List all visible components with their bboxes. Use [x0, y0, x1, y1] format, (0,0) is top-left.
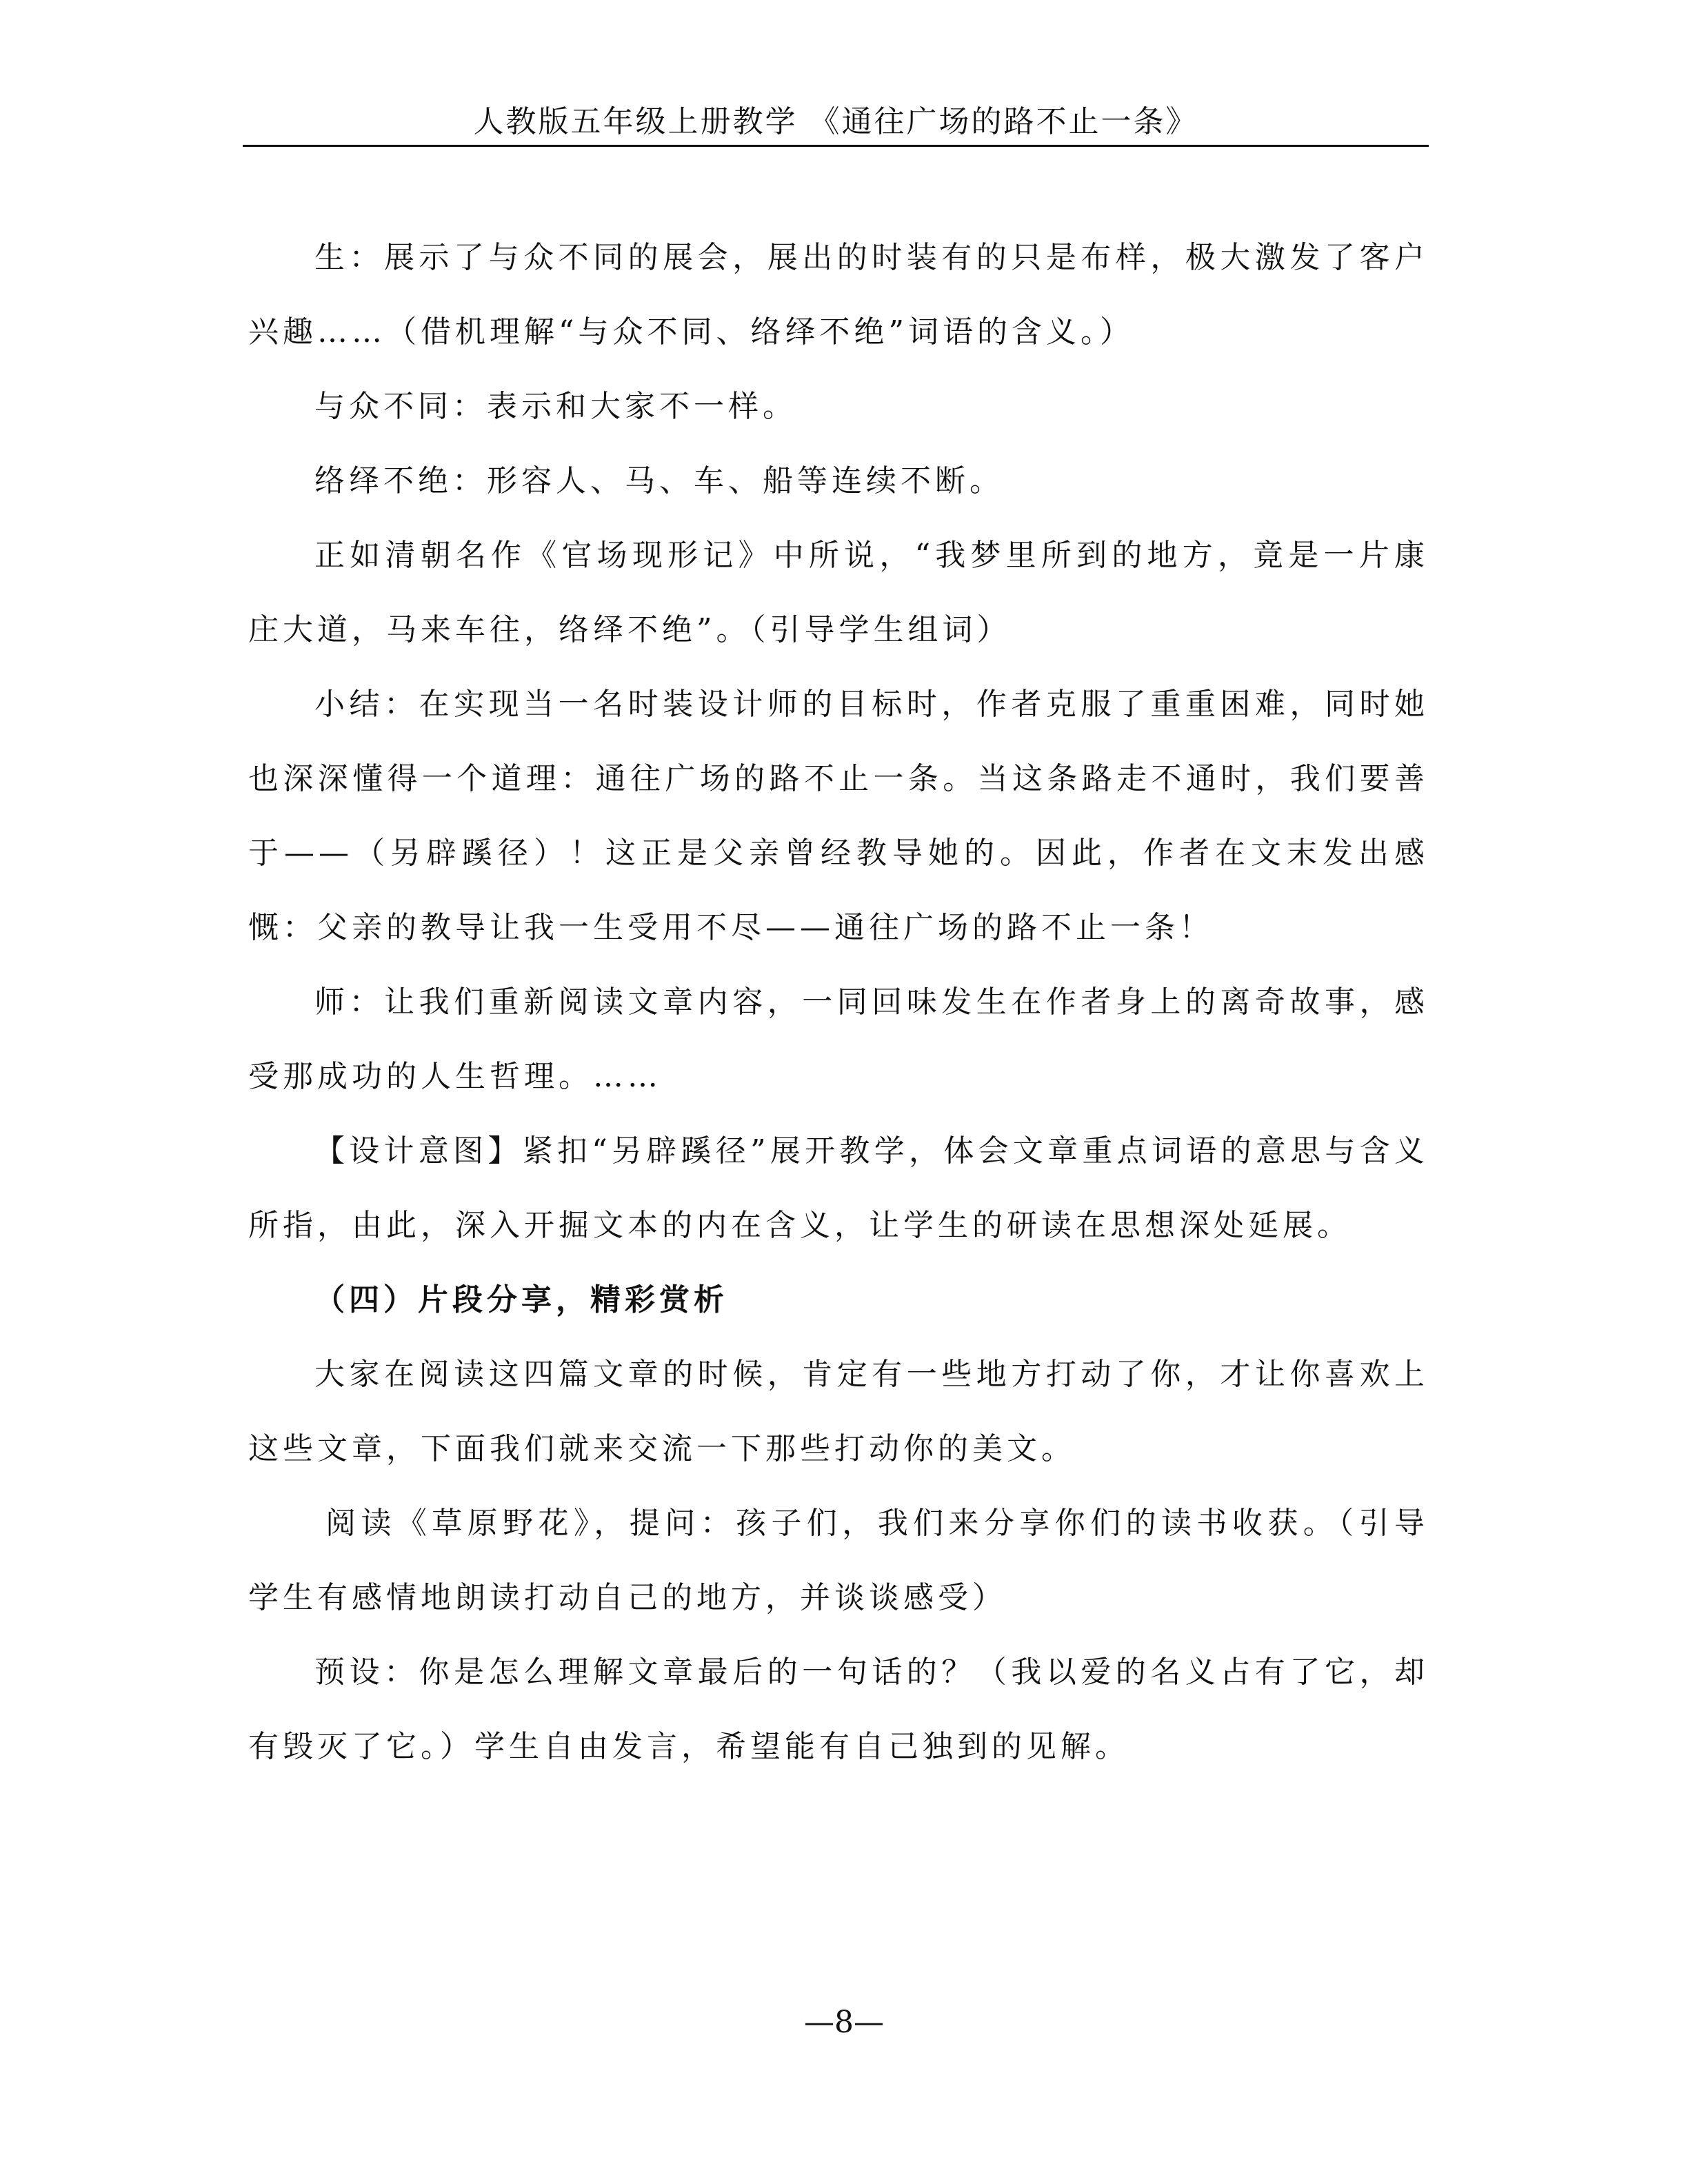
section-heading: （四）片段分享，精彩赏析	[314, 1282, 728, 1317]
paragraph-summary: 小结：在实现当一名时装设计师的目标时，作者克服了重重困难，同时她也深深懂得一个道理：通往广场的路不止一条。当这条路走不通时，我们要善于——（另辟蹊径）！这正是父亲曾经教导她的。因此，作者在文末发出感慨：父亲的教导让我一生受用不尽——通往广场的路不止一条！	[248, 687, 1429, 945]
paragraph-student-answer: 生：展示了与众不同的展会，展出的时装有的只是布样，极大激发了客户兴趣……（借机理解“与众不同、络绎不绝”词语的含义。）	[248, 240, 1429, 350]
paragraph-design-intent: 【设计意图】紧扣“另辟蹊径”展开教学，体会文章重点词语的意思与含义所指，由此，深入开掘文本的内在含义，让学生的研读在思想深处延展。	[248, 1133, 1429, 1243]
body-text	[248, 221, 1429, 1784]
paragraph-sharing-intro: 大家在阅读这四篇文章的时候，肯定有一些地方打动了你，才让你喜欢上这些文章，下面我们就来交流一下那些打动你的美文。	[248, 1357, 1429, 1466]
paragraph-definition-yuzhongbutong: 与众不同：表示和大家不一样。	[314, 389, 797, 424]
page-number: —8—	[804, 2005, 884, 2040]
page-header: 人教版五年级上册教学 《通往广场的路不止一条》	[473, 104, 1198, 139]
paragraph-quote-guanchang: 正如清朝名作《官场现形记》中所说，“我梦里所到的地方，竟是一片康庄大道，马来车往，络绎不绝”。（引导学生组词）	[248, 538, 1429, 647]
paragraph-reading-prompt: 阅读《草原野花》，提问：孩子们，我们来分享你们的读书收获。（引导学生有感情地朗读打动自己的地方，并谈谈感受）	[248, 1506, 1429, 1615]
header-divider	[243, 145, 1429, 147]
paragraph-preset-question: 预设：你是怎么理解文章最后的一句话的？（我以爱的名义占有了它，却有毁灭了它。）学生自由发言，希望能有自己独到的见解。	[248, 1655, 1429, 1764]
paragraph-teacher: 师：让我们重新阅读文章内容，一同回味发生在作者身上的离奇故事，感受那成功的人生哲理。……	[248, 984, 1429, 1094]
paragraph-definition-luoyibujue: 络绎不绝：形容人、马、车、船等连续不断。	[314, 463, 1004, 498]
